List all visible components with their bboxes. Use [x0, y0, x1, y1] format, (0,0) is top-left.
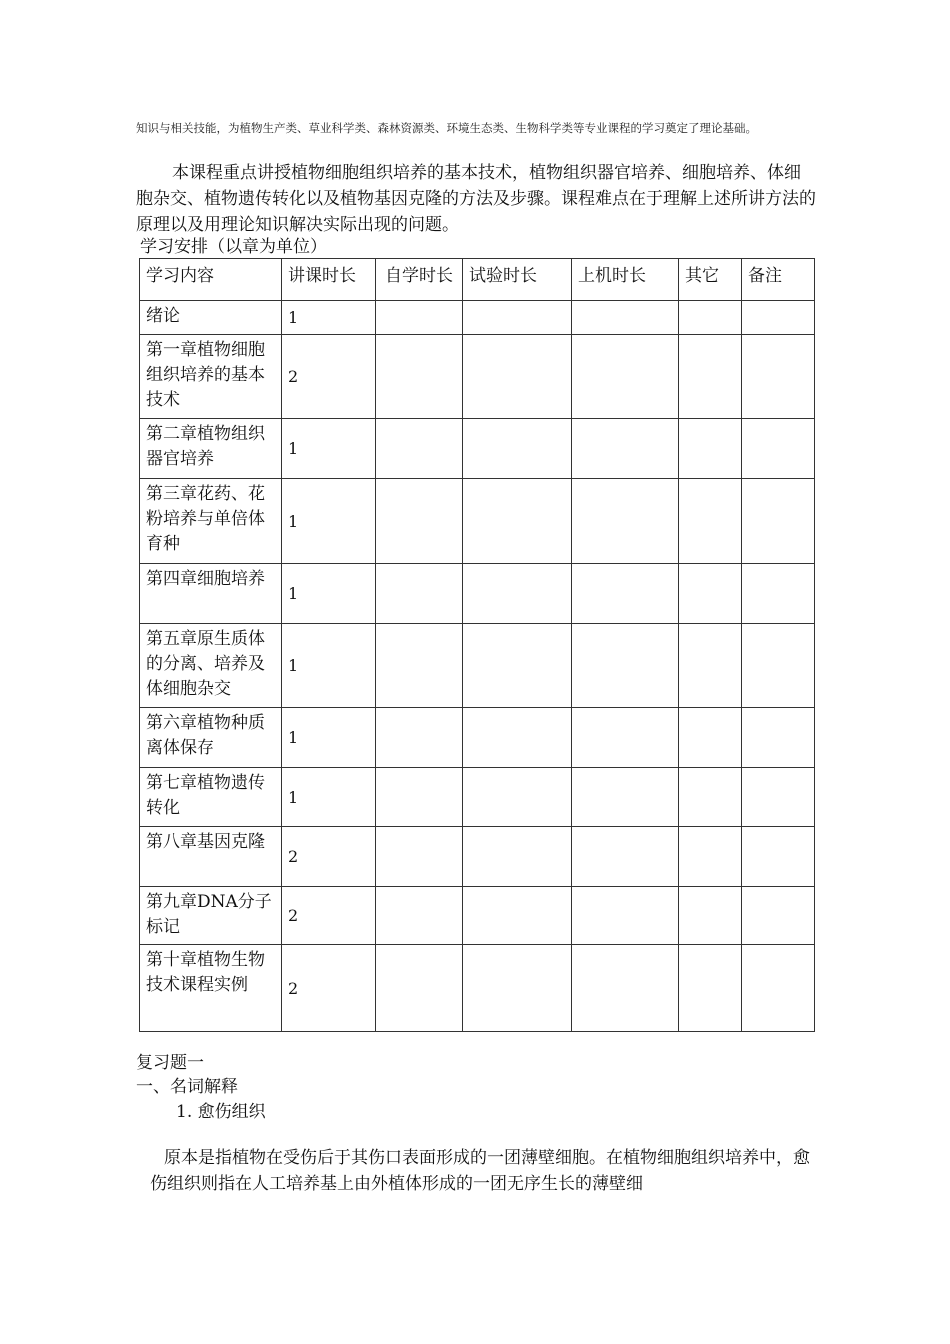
table-row	[140, 768, 815, 827]
row-lecture-hours: 2	[282, 827, 376, 887]
row-content: 第一章植物细胞组织培养的基本技术	[140, 335, 282, 419]
section-heading: 一、名词解释	[136, 1077, 238, 1097]
row-lecture-hours: 1	[282, 479, 376, 564]
row-lecture-hours: 1	[282, 708, 376, 768]
row-lecture-hours: 2	[282, 335, 376, 419]
row-lecture-hours: 2	[282, 887, 376, 945]
table-header-row	[140, 259, 815, 301]
schedule-table	[139, 258, 815, 1032]
row-content: 第五章原生质体的分离、培养及体细胞杂交	[140, 624, 282, 708]
header-experiment-hours: 试验时长	[463, 259, 572, 301]
schedule-title: 学习安排（以章为单位）	[140, 237, 327, 257]
row-lecture-hours: 1	[282, 768, 376, 827]
row-lecture-hours: 1	[282, 301, 376, 335]
table-row	[140, 887, 815, 945]
row-lecture-hours: 1	[282, 419, 376, 479]
header-other: 其它	[679, 259, 742, 301]
term-heading: 1. 愈伤组织	[176, 1102, 266, 1122]
header-self-study-hours: 自学时长	[376, 259, 463, 301]
header-lecture-hours: 讲课时长	[282, 259, 376, 301]
row-content: 第四章细胞培养	[140, 564, 282, 624]
row-lecture-hours: 2	[282, 945, 376, 1032]
table-row	[140, 708, 815, 768]
row-content: 第七章植物遗传转化	[140, 768, 282, 827]
intro-text-continued: 知识与相关技能，为植物生产类、草业科学类、森林资源类、环境生态类、生物科学类等专业课程的学习奠定了理论基础。	[136, 121, 757, 135]
table-row	[140, 945, 815, 1032]
row-lecture-hours: 1	[282, 624, 376, 708]
header-content: 学习内容	[140, 259, 282, 301]
row-content: 第二章植物组织器官培养	[140, 419, 282, 479]
review-title: 复习题一	[136, 1053, 204, 1073]
term-definition-paragraph: 原本是指植物在受伤后于其伤口表面形成的一团薄壁细胞。在植物细胞组织培养中，愈伤组织则指在人工培养基上由外植体形成的一团无序生长的薄壁细	[150, 1148, 810, 1194]
table-row	[140, 419, 815, 479]
row-lecture-hours: 1	[282, 564, 376, 624]
row-content: 第三章花药、花粉培养与单倍体育种	[140, 479, 282, 564]
row-content: 第十章植物生物技术课程实例	[140, 945, 282, 1032]
table-row	[140, 479, 815, 564]
row-content: 第八章基因克隆	[140, 827, 282, 887]
table-row	[140, 624, 815, 708]
header-computer-hours: 上机时长	[572, 259, 679, 301]
table-row	[140, 564, 815, 624]
row-content: 第九章DNA分子标记	[140, 887, 282, 945]
row-content: 绪论	[140, 301, 282, 335]
table-row	[140, 335, 815, 419]
table-row	[140, 301, 815, 335]
course-description-paragraph: 本课程重点讲授植物细胞组织培养的基本技术，植物组织器官培养、细胞培养、体细胞杂交、植物遗传转化以及植物基因克隆的方法及步骤。课程难点在于理解上述所讲方法的原理以及用理论知识解决实际出现的问题。	[136, 163, 816, 235]
header-notes: 备注	[742, 259, 815, 301]
row-content: 第六章植物种质离体保存	[140, 708, 282, 768]
table-row	[140, 827, 815, 887]
